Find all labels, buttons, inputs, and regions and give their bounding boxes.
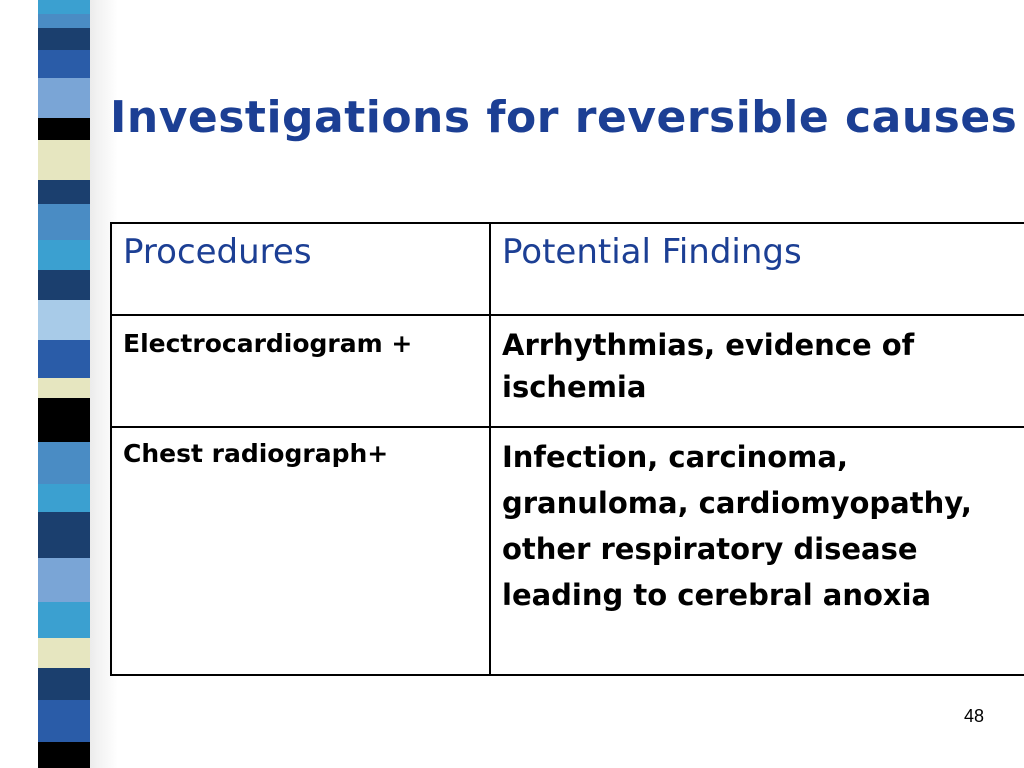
stripe	[38, 638, 90, 668]
stripe	[38, 668, 90, 700]
stripe	[38, 512, 90, 558]
stripe	[38, 180, 90, 204]
stripe-column	[38, 0, 90, 768]
stripe	[38, 340, 90, 378]
finding-cell: Arrhythmias, evidence of ischemia	[490, 315, 1024, 427]
stripe	[38, 78, 90, 118]
stripe	[38, 50, 90, 78]
stripe	[38, 204, 90, 240]
stripe	[38, 28, 90, 50]
stripe	[38, 14, 90, 28]
table-header-row	[111, 223, 1024, 315]
stripe	[38, 398, 90, 442]
decorative-stripe-bar	[0, 0, 118, 768]
table-row	[111, 315, 1024, 427]
slide-title: Investigations for reversible causes	[110, 92, 1018, 143]
header-potential-findings: Potential Findings	[490, 223, 1024, 315]
procedure-cell: Electrocardiogram +	[111, 315, 490, 427]
stripe	[38, 602, 90, 638]
stripe	[38, 270, 90, 300]
stripe	[38, 300, 90, 340]
stripe	[38, 118, 90, 140]
stripe	[38, 700, 90, 742]
stripe	[38, 378, 90, 398]
stripe	[38, 240, 90, 270]
stripe	[38, 742, 90, 768]
procedure-cell: Chest radiograph+	[111, 427, 490, 675]
header-procedures: Procedures	[111, 223, 490, 315]
page-number: 48	[964, 706, 985, 726]
stripe	[38, 140, 90, 180]
stripe	[38, 0, 90, 14]
stripe	[38, 558, 90, 602]
table-row	[111, 427, 1024, 675]
investigations-table	[110, 222, 1024, 676]
stripe	[38, 484, 90, 512]
finding-cell: Infection, carcinoma, granuloma, cardiomyopathy, other respiratory disease leading to cerebral anoxia	[490, 427, 1024, 675]
stripe	[38, 442, 90, 484]
